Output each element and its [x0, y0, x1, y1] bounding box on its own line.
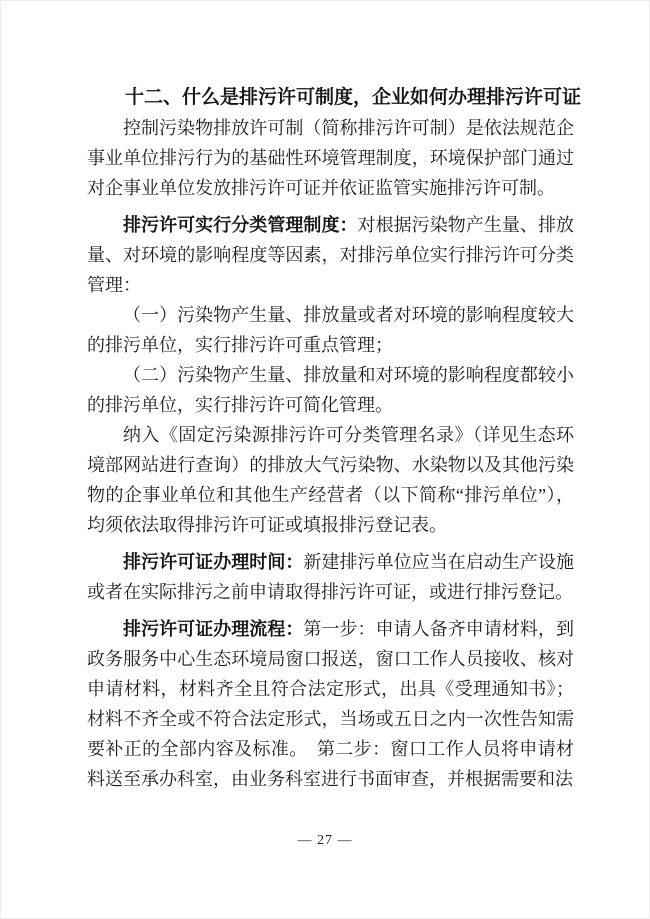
- paragraph-lead: 排污许可证办理流程：: [123, 619, 304, 639]
- page-title: 十二、什么是排污许可制度，企业如何办理排污许可证: [125, 87, 582, 108]
- paragraph-text: 纳入《固定污染源排污许可分类管理名录》（详见生态环境部网站进行查询）的排放大气污染物、水染物以及其他污染物的企事业单位和其他生产经营者（以下简称“排污单位”），均须依法取得排污许可证或填报排污登记表。: [87, 425, 574, 535]
- page-number: — 27 —: [297, 833, 353, 848]
- paragraph: [87, 614, 574, 794]
- paragraph-text: 对根据污染物产生量、排放量、对环境的影响程度等因素，对排污单位实行排污许可分类管理：: [87, 215, 575, 295]
- paragraph-text: （二）污染物产生量、排放量和对环境的影响程度都较小的排污单位，实行排污许可简化管理。: [87, 365, 574, 415]
- document-content: [87, 83, 582, 794]
- paragraph: [87, 420, 574, 540]
- paragraph-text: 新建排污单位应当在启动生产设施或者在实际排污之前申请取得排污许可证，或进行排污登记。: [87, 552, 575, 602]
- paragraph: [87, 360, 574, 420]
- paragraph-text: （一）污染物产生量、排放量或者对环境的影响程度较大的排污单位，实行排污许可重点管理；: [87, 305, 574, 355]
- paragraph-text: 控制污染物排放许可制（简称排污许可制）是依法规范企事业单位排污行为的基础性环境管理制度，环境保护部门通过对企事业单位发放排污许可证并依证监管实施排污许可制。: [87, 118, 574, 198]
- paragraph: [87, 547, 574, 607]
- paragraph-lead: 排污许可证办理时间：: [123, 552, 304, 572]
- paragraph: [87, 113, 574, 203]
- paragraph: [87, 300, 574, 360]
- paragraph-text: 第一步：申请人备齐申请材料，到政务服务中心生态环境局窗口报送，窗口工作人员接收、核对申请材料，材料齐全且符合法定形式，出具《受理通知书》；材料不齐全或不符合法定形式，当场或五日之内一次性告知需要补正的全部内容及标准。 第二步：窗口工作人员将申请材料送至承办科室，由业务科室进行书面审查，并根据需要和法: [87, 619, 575, 789]
- paragraph: [87, 210, 574, 300]
- paragraph-lead: 排污许可实行分类管理制度：: [123, 215, 358, 235]
